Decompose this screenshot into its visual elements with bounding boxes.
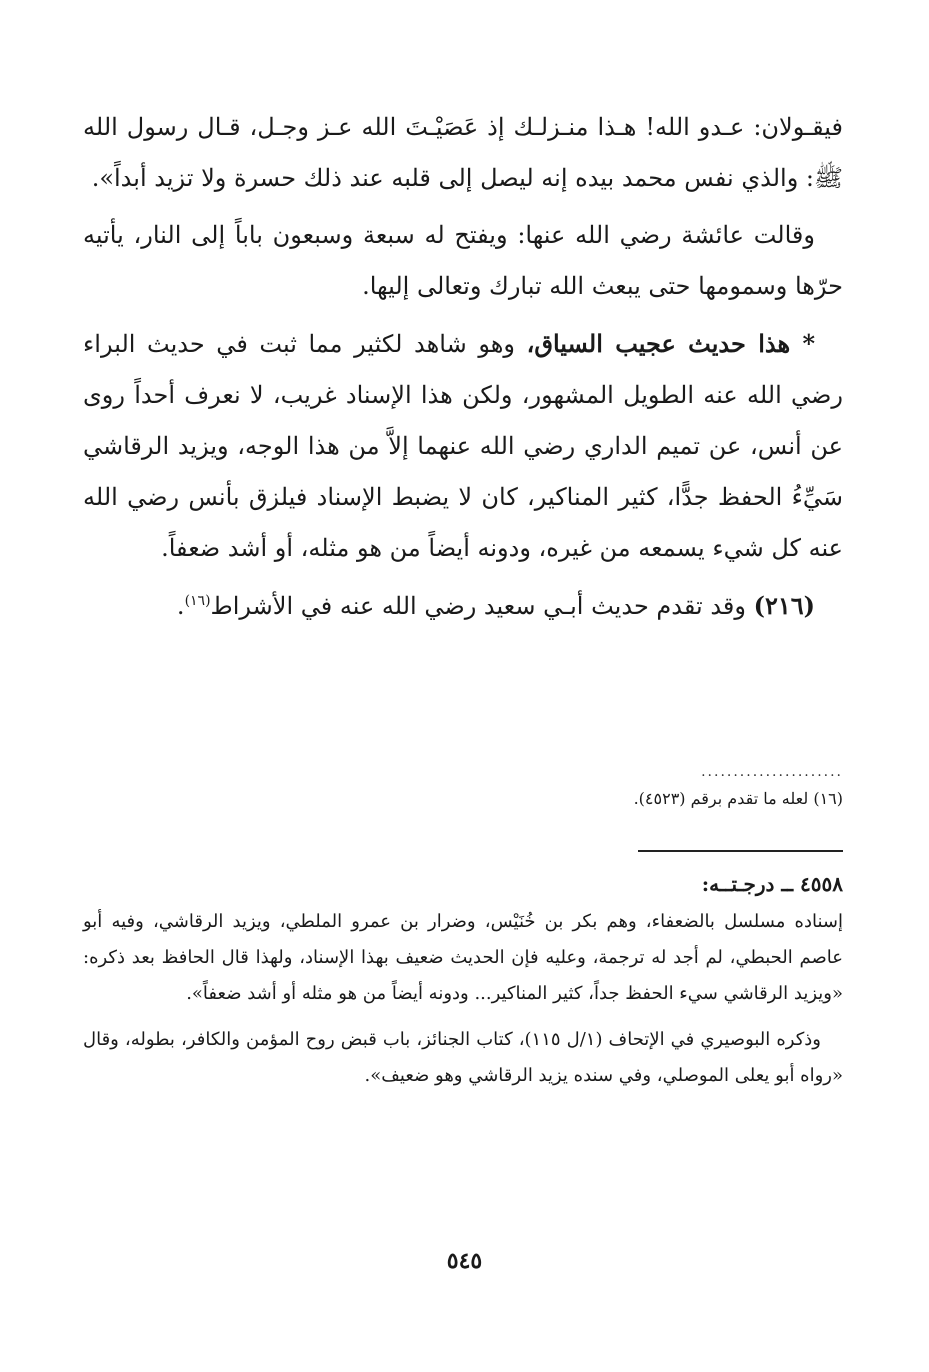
verdict-bold: * هذا حديث عجيب السياق،	[526, 329, 815, 358]
commentary-section	[83, 866, 843, 1104]
paragraph-4-end: .	[176, 592, 185, 620]
page-number: ٥٤٥	[446, 1248, 483, 1274]
verdict-text: وهو شاهد لكثير مما ثبت في حديث البراء رضي الله عنه الطويل المشهور، ولكن هذا الإسناد غريب، لا نعرف أحداً روى عن أنس، عن تميم الداري رضي الله عنهما إلاَّ من هذا الوجه، ويزيد الرقاشي سَيِّءُ الحفظ جدًّا، كثير المناكير، كان لا يضبط الإسناد فيلزق بأنس رضي الله عنه كل شيء يسمعه من غيره، ودونه أيضاً من هو مثله، أو أشد ضعفاً.	[83, 330, 843, 562]
section-divider	[638, 850, 843, 852]
paragraph-1: فيقـولان: عـدو الله! هـذا منـزلـك إذ عَصَيْـتَ الله عـز وجـل، قـال رسول الله ﷺ: والذي نفس محمد بيده إنه ليصل إلى قلبه عند ذلك حسرة ولا تزيد أبداً».	[83, 113, 843, 192]
paragraph-2: وقالت عائشة رضي الله عنها: ويفتح له سبعة وسبعون باباً إلى النار، يأتيه حرّها وسمومها حتى يبعث الله تبارك وتعالى إليها.	[83, 221, 843, 300]
commentary-paragraph-1: إسناده مسلسل بالضعفاء، وهم بكر بن خُنَيْس، وضرار بن عمرو الملطي، ويزيد الرقاشي، وفيه أبو عاصم الحبطي، لم أجد له ترجمة، وعليه فإن الحديث ضعيف بهذا الإسناد، ولهذا قال الحافظ بعد ذكره: «ويزيد الرقاشي سيء الحفظ جداً، كثير المناكير... ودونه أيضاً من هو مثله أو أشد ضعفاً».	[83, 911, 843, 1004]
main-text	[83, 102, 843, 638]
footnote-ref: (١٦)	[184, 593, 211, 609]
paragraph-4	[83, 580, 843, 632]
commentary-paragraph-2: وذكره البوصيري في الإتحاف (١/ل ١١٥)، كتاب الجنائز، باب قبض روح المؤمن والكافر، بطوله، وقال «رواه أبو يعلى الموصلي، وفي سنده يزيد الرقاشي وهو ضعيف».	[83, 1029, 843, 1086]
hadith-number: (٢١٦)	[753, 591, 815, 620]
paragraph-3	[83, 318, 843, 574]
commentary-heading: ٤٥٥٨ ــ درجـتــه:	[701, 872, 843, 896]
footnote-separator: ......................	[701, 764, 843, 780]
footnote: (١٦) لعله ما تقدم برقم (٤٥٢٣).	[633, 789, 843, 808]
paragraph-4-text: وقد تقدم حديث أبـي سعيد رضي الله عنه في الأشراط	[210, 592, 754, 620]
